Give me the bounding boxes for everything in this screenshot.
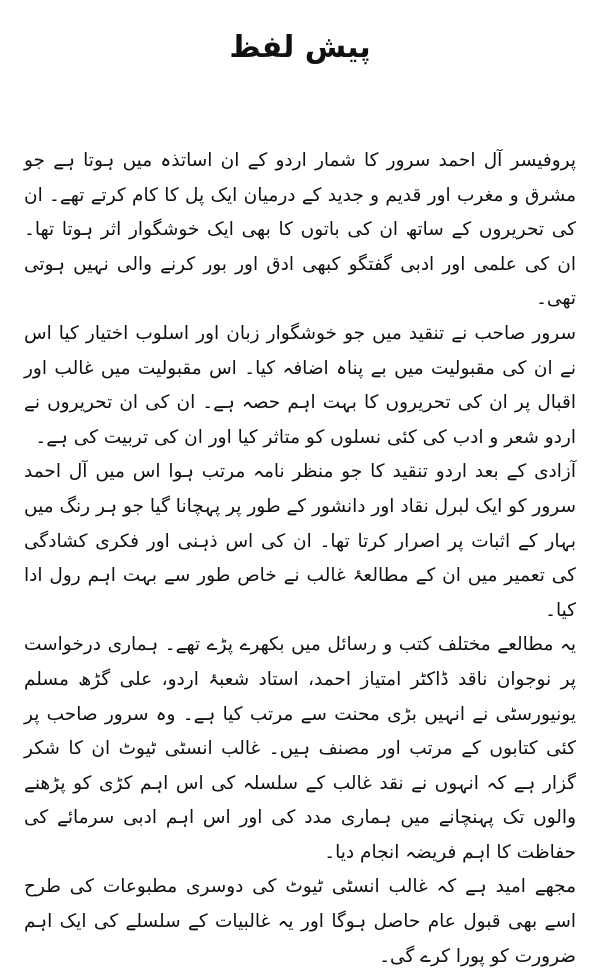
page-title: پیش لفظ (229, 30, 371, 65)
paragraph-3: آزادی کے بعد اردو تنقید کا جو منظر نامہ مرتب ہوا اس میں آل احمد سرور کو ایک لبرل نقاد اور دانشور کے طور پر پہچانا گیا جو ہر رنگ میں بہار کے اثبات پر اصرار کرتا تھا۔ ان کی اس ذہنی اور فکری کشادگی کی تعمیر میں ان کے مطالعۂ غالب نے خاص طور سے بہت اہم رول ادا کیا۔ (24, 461, 576, 621)
paragraph-4: یہ مطالعے مختلف کتب و رسائل میں بکھرے پڑے تھے۔ ہماری درخواست پر نوجوان ناقد ڈاکٹر امتیاز احمد، استاد شعبۂ اردو، علی گڑھ مسلم یونیورسٹی نے انہیں بڑی محنت سے مرتب کیا ہے۔ وہ سرور صاحب پر کئی کتابوں کے مرتب اور مصنف ہیں۔ غالب انسٹی ٹیوٹ ان کا شکر گزار ہے کہ انہوں نے نقد غالب کے سلسلہ کی اس اہم کڑی کو پڑھنے والوں تک پہنچانے میں ہماری مدد کی اور اس اہم ادبی سرمائے کی حفاظت کا اہم فریضہ انجام دیا۔ (24, 634, 576, 863)
body-text (24, 144, 576, 974)
paragraph-1: پروفیسر آل احمد سرور کا شمار اردو کے ان اساتذہ میں ہوتا ہے جو مشرق و مغرب اور قدیم و جدید کے درمیان ایک پل کا کام کرتے تھے۔ ان کی تحریروں کے ساتھ ان کی باتوں کا بھی ایک خوشگوار اثر ہوتا تھا۔ ان کی علمی اور ادبی گفتگو کبھی ادق اور بور کرنے والی نہیں ہوتی تھی۔ (24, 150, 576, 310)
paragraph-5: مجھے امید ہے کہ غالب انسٹی ٹیوٹ کی دوسری مطبوعات کی طرح اسے بھی قبول عام حاصل ہوگا اور یہ غالبیات کے سلسلے کی ایک اہم ضرورت کو پورا کرے گی۔ (24, 876, 576, 967)
paragraph-2: سرور صاحب نے تنقید میں جو خوشگوار زبان اور اسلوب اختیار کیا اس نے ان کی مقبولیت میں بے پناہ اضافہ کیا۔ اس مقبولیت میں غالب اور اقبال پر ان کی تحریروں کا بہت اہم حصہ ہے۔ ان کی ان تحریروں نے اردو شعر و ادب کی کئی نسلوں کو متاثر کیا اور ان کی تربیت کی ہے۔ (24, 322, 576, 448)
